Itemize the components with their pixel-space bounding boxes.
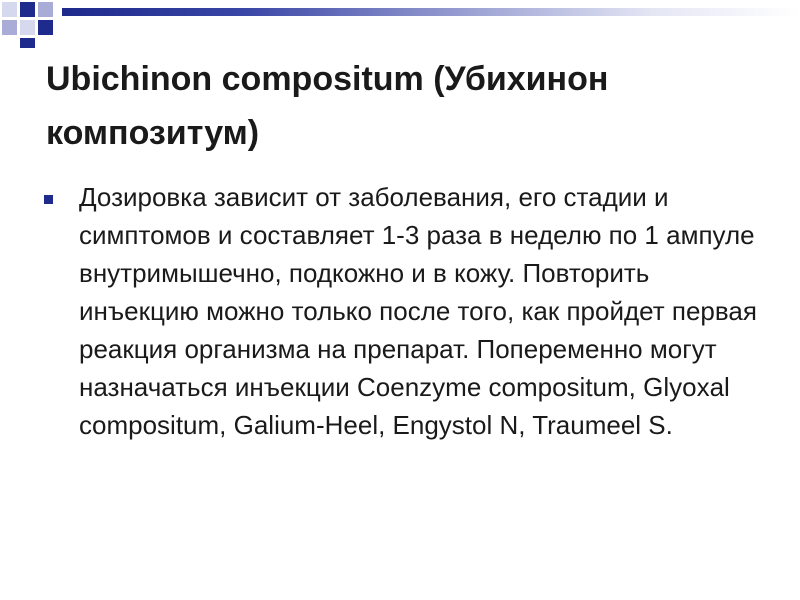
decor-square: [38, 2, 53, 17]
corner-decoration: [0, 0, 70, 50]
slide-title: Ubichinon compositum (Убихинон композитум): [46, 60, 609, 152]
decor-square: [20, 2, 35, 17]
bullet-text: Дозировка зависит от заболевания, его стадии и симптомов и составляет 1-3 раза в неделю по 1 ампуле внутримышечно, подкожно и в кожу. Повторить инъекцию можно только после того, как пройдет первая реакция организма на препарат. Попеременно могут назначаться инъекции Coenzyme compositum, Glyoxal compositum, Galium-Heel, Engystol N, Traumeel S.: [79, 182, 757, 440]
decor-square: [20, 38, 35, 48]
square-bullet-icon: [44, 195, 53, 204]
decor-square: [38, 20, 53, 35]
decor-square: [2, 20, 17, 35]
bullet-item: [44, 178, 764, 444]
decor-square: [20, 20, 35, 35]
decor-square: [2, 2, 17, 17]
header-gradient-bar: [62, 8, 800, 16]
